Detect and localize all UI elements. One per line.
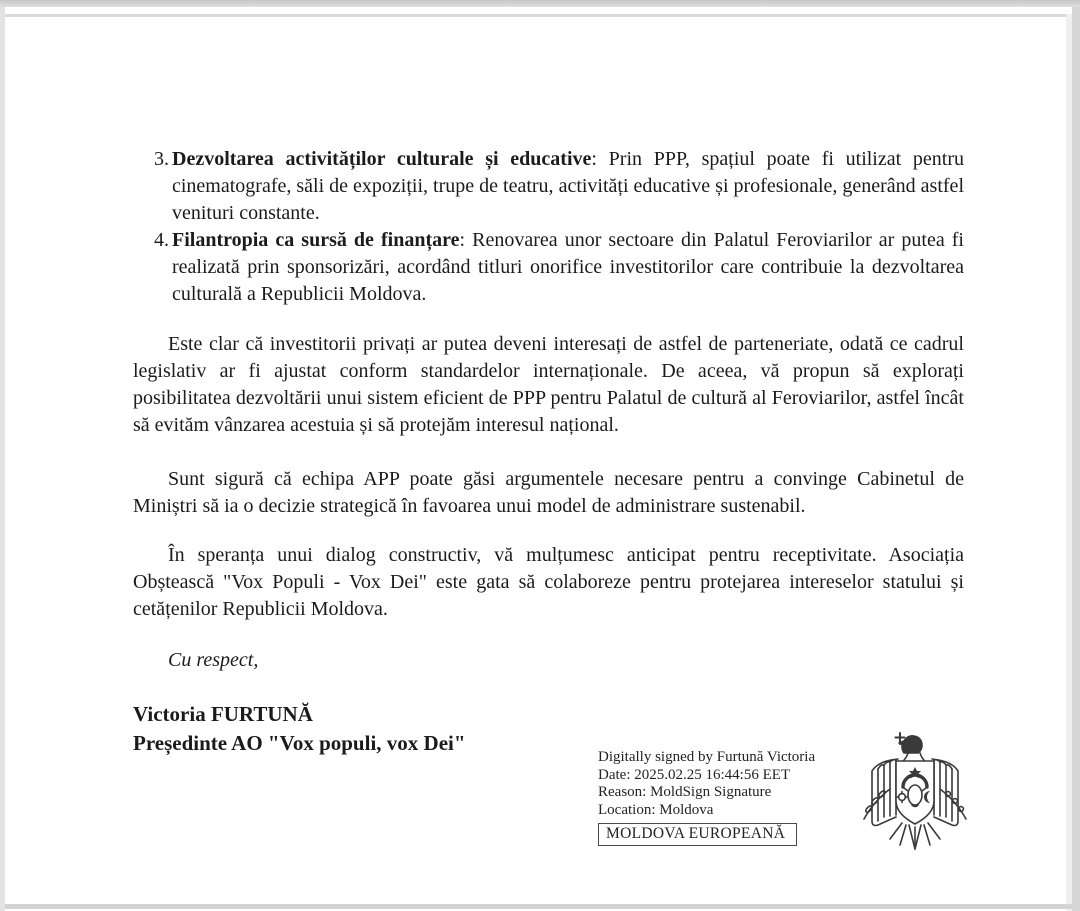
paragraph: Este clar că investitorii privați ar putea deveni interesați de astfel de parteneriate, odată ce cadrul legislativ ar fi ajustat conform standardelor internaționale. De aceea, vă propun să explorați posibilitatea dezvoltării unui sistem eficient de PPP pentru Palatul de cultură al Feroviarilor, astfel încât să evităm vânzarea acestuia și să protejăm interesul național.: [133, 333, 964, 436]
list-item-text: : Renovarea unor sectoare din Palatul Feroviarilor ar putea fi realizată prin sponsorizări, acordând titluri onorifice investitorilor care contribuie la dezvoltarea culturală a Republicii Moldova.: [172, 229, 964, 305]
digital-signature-date: Date: 2025.02.25 16:44:56 EET: [598, 766, 791, 783]
page-edge-top-line: [0, 14, 1080, 17]
list-item-lead: Filantropia ca sursă de finanțare: [172, 229, 460, 251]
paragraph: În speranța unui dialog constructiv, vă mulțumesc anticipat pentru receptivitate. Asociația Obștească "Vox Populi - Vox Dei" este gata să colaboreze pentru protejarea intereselor statului și cetățenilor Republicii Moldova.: [133, 544, 964, 620]
page-edge-left: [0, 7, 5, 911]
list-item-lead: Dezvoltarea activităților culturale și educative: [172, 148, 592, 170]
numbered-list: [133, 146, 964, 308]
list-item: [133, 227, 964, 308]
list-item-number: 3.: [154, 148, 169, 170]
digital-signature-reason: Reason: MoldSign Signature: [598, 784, 772, 800]
page-edge-right-outer: [1072, 7, 1080, 911]
closing-salutation: Cu respect,: [168, 649, 259, 671]
list-item: [133, 146, 964, 227]
digital-signature-block: [598, 749, 868, 846]
moldova-coat-of-arms-icon: [856, 729, 974, 861]
moldova-europeana-badge: MOLDOVA EUROPEANĂ: [598, 823, 797, 846]
paragraph: Sunt sigură că echipa APP poate găsi argumentele necesare pentru a convinge Cabinetul de Miniștri să ia o decizie strategică în favoarea unui model de administrare sustenabil.: [133, 468, 964, 517]
digital-signature-signed-by: Digitally signed by Furtună Victoria: [598, 749, 816, 765]
digital-signature-location: Location: Moldova: [598, 801, 714, 818]
letter-body: [133, 146, 964, 758]
list-item-text: : Prin PPP, spațiul poate fi utilizat pentru cinematografe, săli de expoziții, trupe de teatru, activități educative și profesionale, generând astfel venituri constante.: [172, 148, 964, 224]
page-edge-top-band: [0, 0, 1080, 7]
signer-name: Victoria FURTUNĂ: [133, 702, 313, 726]
signer-title: Președinte AO "Vox populi, vox Dei": [133, 731, 466, 755]
page-edge-bottom: [5, 904, 1072, 909]
list-item-number: 4.: [154, 229, 169, 251]
